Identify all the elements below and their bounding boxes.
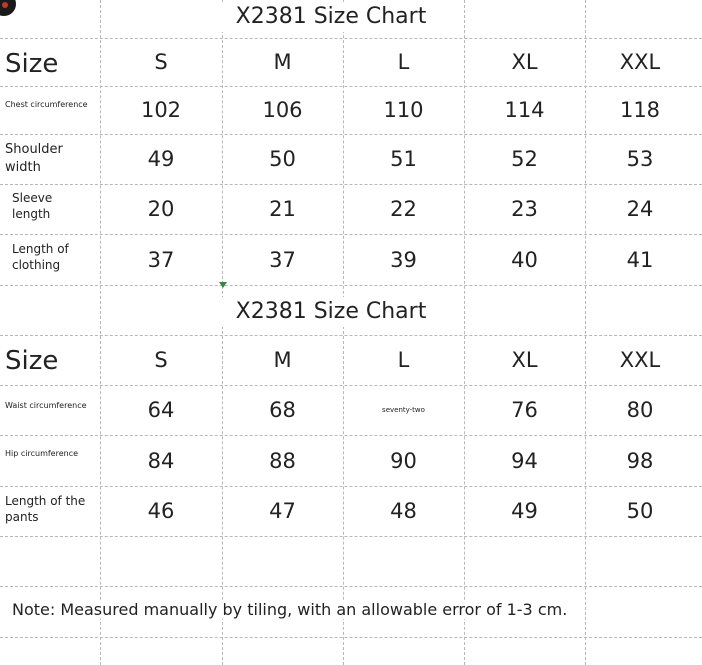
size-column-header: L [397, 348, 410, 372]
row-label-sleeve: Sleeve length [12, 191, 53, 222]
table-cell: 49 [147, 147, 175, 171]
size-column-header: XXL [619, 348, 661, 372]
grid-line [0, 536, 702, 537]
table-cell: 24 [626, 197, 654, 221]
chart-title-pants: X2381 Size Chart [222, 297, 440, 327]
table-cell: 106 [262, 98, 303, 122]
row-label-shoulder: Shoulder width [5, 142, 63, 175]
table-cell: 40 [511, 247, 538, 272]
size-column-header: M [273, 50, 292, 74]
row-label-chest: Chest circumference [5, 100, 88, 109]
brand-logo-icon [0, 0, 16, 16]
table-cell: 94 [511, 448, 538, 473]
table-cell: 37 [269, 247, 296, 272]
grid-line [0, 586, 702, 587]
table-cell: 110 [383, 98, 424, 122]
table-cell: 47 [269, 499, 296, 523]
table-cell: seventy-two [382, 406, 425, 414]
table-cell: 98 [626, 448, 654, 473]
size-header-label: Size [5, 346, 59, 376]
size-column-header: L [397, 50, 410, 74]
size-header-label: Size [5, 49, 59, 79]
table-cell: 20 [147, 197, 175, 221]
table-cell: 39 [390, 247, 417, 272]
row-label-hip: Hip circumference [5, 449, 79, 458]
size-column-header: M [273, 348, 292, 372]
table-cell: 50 [269, 147, 296, 171]
table-cell: 90 [390, 448, 417, 473]
table-cell: 23 [511, 197, 538, 221]
table-cell: 41 [626, 247, 654, 272]
size-column-header: XL [511, 50, 538, 74]
table-cell: 80 [626, 398, 654, 422]
table-cell: 22 [390, 197, 417, 221]
row-label-clothing-length: Length of clothing [12, 242, 69, 273]
size-column-header: S [154, 50, 168, 74]
grid-line [0, 285, 702, 286]
table-cell: 64 [147, 398, 175, 422]
table-cell: 51 [390, 147, 417, 171]
size-column-header: XXL [619, 50, 661, 74]
table-cell: 102 [140, 98, 182, 122]
table-cell: 48 [390, 499, 417, 523]
table-cell: 118 [619, 98, 661, 122]
table-cell: 46 [147, 499, 175, 523]
table-cell: 88 [269, 448, 296, 473]
size-column-header: S [154, 348, 168, 372]
table-cell: 52 [511, 147, 538, 171]
row-label-pants-length: Length of the pants [5, 494, 86, 525]
table-cell: 84 [147, 448, 175, 473]
measurement-note: Note: Measured manually by tiling, with an allowable error of 1-3 cm. [12, 600, 573, 619]
table-cell: 68 [269, 398, 296, 422]
table-cell: 49 [511, 499, 538, 523]
table-cell: 76 [511, 398, 538, 422]
table-cell: 21 [269, 197, 296, 221]
grid-line [0, 637, 702, 638]
row-label-waist: Waist circumference [5, 401, 87, 410]
table-cell: 50 [626, 499, 654, 523]
table-cell: 53 [626, 147, 654, 171]
table-cell: 114 [504, 98, 545, 122]
table-cell: 37 [147, 247, 175, 272]
size-column-header: XL [511, 348, 538, 372]
chart-title-tops: X2381 Size Chart [222, 2, 440, 32]
